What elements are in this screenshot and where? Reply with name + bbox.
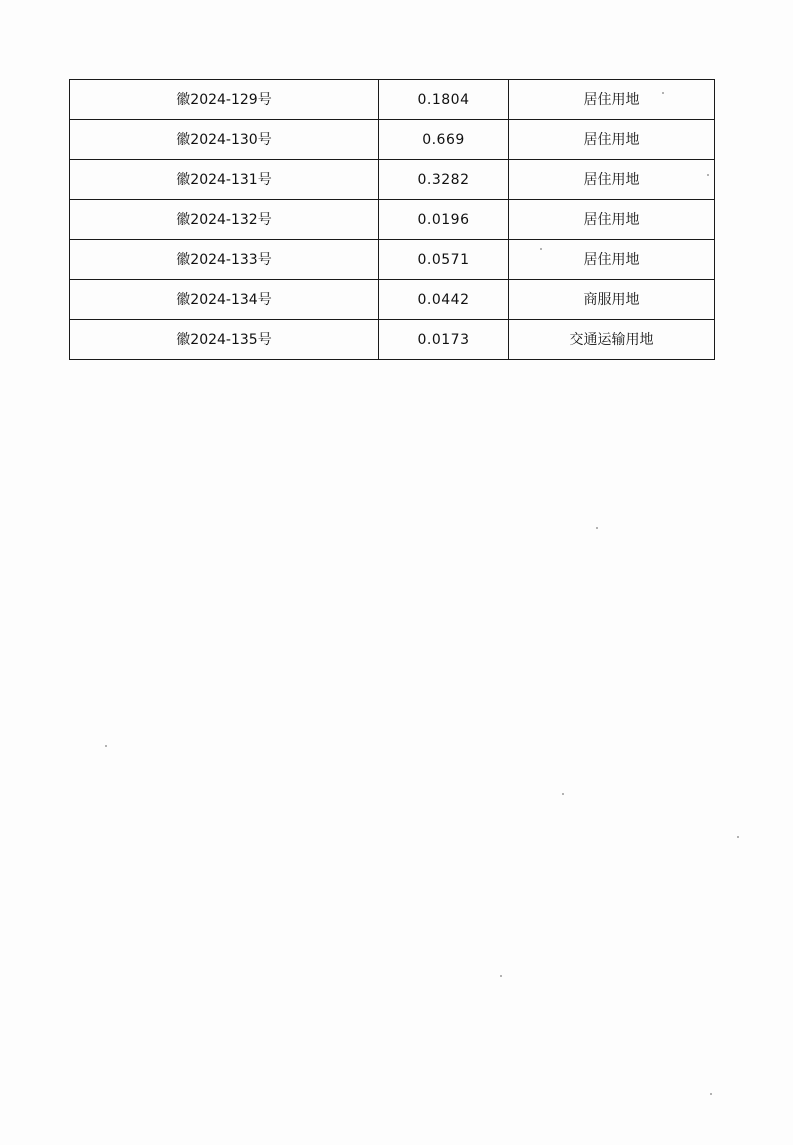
land-use-cell: 居住用地	[509, 160, 715, 200]
parcel-id-cell: 徽2024-135号	[70, 320, 379, 360]
area-cell: 0.0571	[379, 240, 509, 280]
scan-speck	[540, 248, 542, 250]
parcel-id-cell: 徽2024-132号	[70, 200, 379, 240]
table-row	[70, 120, 715, 160]
land-use-cell: 居住用地	[509, 80, 715, 120]
parcel-id-cell: 徽2024-133号	[70, 240, 379, 280]
scan-speck	[710, 1093, 712, 1095]
parcel-id-cell: 徽2024-130号	[70, 120, 379, 160]
land-use-cell: 交通运输用地	[509, 320, 715, 360]
table-row	[70, 280, 715, 320]
table-row	[70, 80, 715, 120]
scan-speck	[105, 745, 107, 747]
scan-speck	[596, 527, 598, 529]
area-cell: 0.3282	[379, 160, 509, 200]
area-cell: 0.0173	[379, 320, 509, 360]
area-cell: 0.0442	[379, 280, 509, 320]
land-use-cell: 商服用地	[509, 280, 715, 320]
area-cell: 0.1804	[379, 80, 509, 120]
table-row	[70, 240, 715, 280]
scan-speck	[562, 793, 564, 795]
scan-speck	[500, 975, 502, 977]
scan-speck	[662, 92, 664, 94]
land-parcel-table	[69, 79, 715, 360]
land-use-cell: 居住用地	[509, 240, 715, 280]
scan-speck	[737, 836, 739, 838]
land-use-cell: 居住用地	[509, 200, 715, 240]
area-cell: 0.0196	[379, 200, 509, 240]
table-row	[70, 160, 715, 200]
scan-speck	[707, 174, 709, 176]
land-use-cell: 居住用地	[509, 120, 715, 160]
area-cell: 0.669	[379, 120, 509, 160]
parcel-id-cell: 徽2024-131号	[70, 160, 379, 200]
table-body	[70, 80, 715, 360]
parcel-id-cell: 徽2024-129号	[70, 80, 379, 120]
parcel-id-cell: 徽2024-134号	[70, 280, 379, 320]
table-row	[70, 200, 715, 240]
table-row	[70, 320, 715, 360]
